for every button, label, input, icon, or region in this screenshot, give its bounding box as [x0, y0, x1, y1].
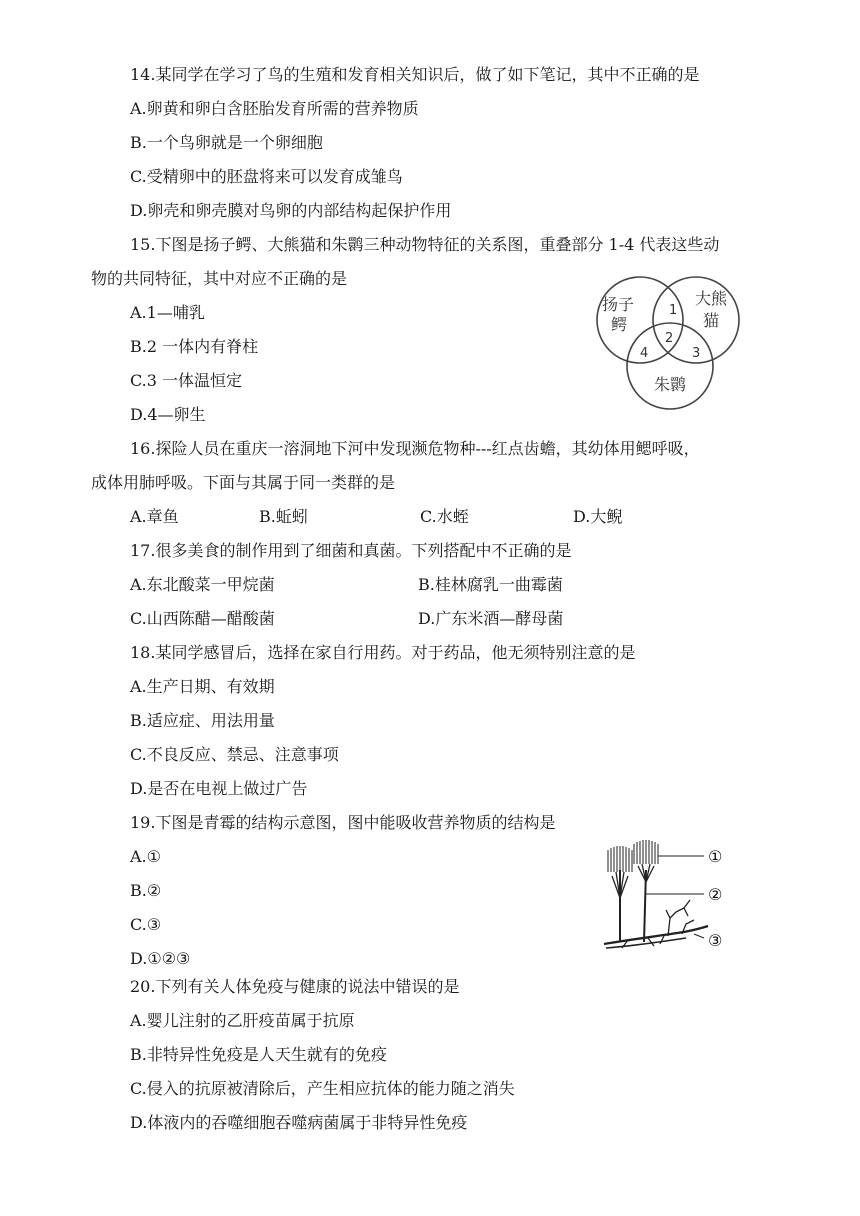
question-15-option-c: C.3 一体温恒定 — [130, 371, 243, 390]
question-17-option-a: A.东北酸菜一甲烷菌 — [130, 575, 275, 594]
question-18-option-d: D.是否在电视上做过广告 — [130, 779, 308, 798]
venn-diagram — [592, 272, 752, 414]
penicillium-label-3: ③ — [708, 931, 723, 950]
question-20-option-a: A.婴儿注射的乙肝疫苗属于抗原 — [130, 1011, 355, 1030]
venn-label-panda-1: 大熊 — [695, 289, 728, 308]
question-14-option-a: A.卵黄和卵白含胚胎发育所需的营养物质 — [130, 99, 419, 118]
question-15-stem-line2: 物的共同特征，其中对应不正确的是 — [91, 269, 348, 288]
question-15-stem-line1: 15.下图是扬子鳄、大熊猫和朱鹮三种动物特征的关系图，重叠部分 1-4 代表这些动 — [130, 235, 720, 254]
question-18-option-c: C.不良反应、禁忌、注意事项 — [130, 745, 339, 764]
question-15-option-d: D.4—卵生 — [130, 405, 206, 424]
question-20-option-c: C.侵入的抗原被清除后，产生相应抗体的能力随之消失 — [130, 1079, 515, 1098]
venn-label-panda-2: 猫 — [703, 311, 720, 330]
venn-number-2: 2 — [665, 331, 674, 346]
question-16-option-d: D.大鲵 — [573, 507, 623, 526]
question-14-stem: 14.某同学在学习了鸟的生殖和发育相关知识后，做了如下笔记，其中不正确的是 — [130, 65, 700, 84]
venn-label-ibis: 朱鹮 — [654, 375, 687, 394]
question-20-option-d: D.体液内的吞噬细胞吞噬病菌属于非特异性免疫 — [130, 1113, 468, 1132]
venn-number-1: 1 — [669, 303, 678, 318]
venn-number-3: 3 — [692, 346, 701, 361]
question-20-option-b: B.非特异性免疫是人天生就有的免疫 — [130, 1045, 387, 1064]
question-19-option-b: B.② — [130, 881, 162, 900]
venn-label-alligator-1: 扬子 — [602, 295, 635, 314]
question-16-stem-line2: 成体用肺呼吸。下面与其属于同一类群的是 — [91, 473, 396, 492]
question-16-stem-line1: 16.探险人员在重庆一溶洞地下河中发现濒危物种---红点齿蟾，其幼体用鳃呼吸， — [130, 439, 700, 458]
penicillium-label-1: ① — [708, 847, 723, 866]
question-17-stem: 17.很多美食的制作用到了细菌和真菌。下列搭配中不正确的是 — [130, 541, 572, 560]
question-18-option-b: B.适应症、用法用量 — [130, 711, 275, 730]
question-14-option-d: D.卵壳和卵壳膜对鸟卵的内部结构起保护作用 — [130, 201, 452, 220]
question-19-option-a: A.① — [130, 847, 161, 866]
question-17-option-b: B.桂林腐乳一曲霉菌 — [418, 575, 563, 594]
question-15-option-b: B.2 一体内有脊柱 — [130, 337, 259, 356]
question-14-option-b: B.一个鸟卵就是一个卵细胞 — [130, 133, 323, 152]
penicillium-diagram — [598, 836, 738, 954]
question-15-option-a: A.1—哺乳 — [130, 303, 205, 322]
question-19-option-d: D.①②③ — [130, 949, 191, 968]
question-16-option-b: B.蚯蚓 — [259, 507, 308, 526]
question-17-option-c: C.山西陈醋—醋酸菌 — [130, 609, 275, 628]
penicillium-label-2: ② — [708, 885, 723, 904]
venn-number-4: 4 — [640, 346, 649, 361]
question-16-option-c: C.水蛭 — [420, 507, 469, 526]
question-19-option-c: C.③ — [130, 915, 162, 934]
question-18-option-a: A.生产日期、有效期 — [130, 677, 275, 696]
question-17-option-d: D.广东米酒—酵母菌 — [418, 609, 564, 628]
venn-label-alligator-2: 鳄 — [611, 315, 628, 334]
question-18-stem: 18.某同学感冒后，选择在家自行用药。对于药品，他无须特别注意的是 — [130, 643, 636, 662]
question-16-option-a: A.章鱼 — [130, 507, 179, 526]
question-20-stem: 20.下列有关人体免疫与健康的说法中错误的是 — [130, 977, 460, 996]
question-19-stem: 19.下图是青霉的结构示意图，图中能吸收营养物质的结构是 — [130, 813, 556, 832]
question-14-option-c: C.受精卵中的胚盘将来可以发育成雏鸟 — [130, 167, 403, 186]
